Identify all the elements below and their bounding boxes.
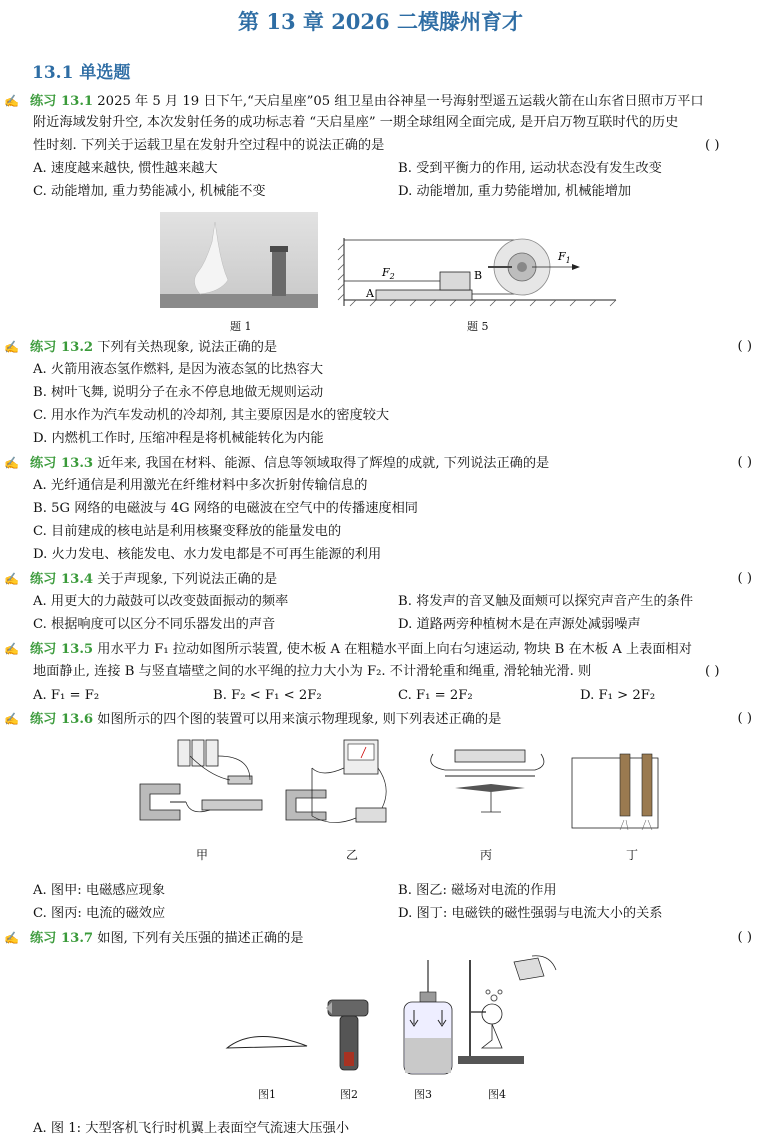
option-d: D. 图丁: 电磁铁的磁性强弱与电流大小的关系 — [398, 906, 663, 921]
option-c: C. 目前建成的核电站是利用核聚变释放的能量发电的 — [33, 524, 342, 539]
question-text: 如图所示的四个图的装置可以用来演示物理现象, 则下列表述正确的是 — [97, 712, 502, 727]
option-c: C. 动能增加, 重力势能减小, 机械能不变 — [33, 184, 266, 199]
figure-bing-oersted — [425, 746, 550, 820]
rocket-launch-photo — [160, 212, 318, 308]
figure-7-3-caption: 图3 — [414, 1088, 432, 1101]
figure-4-flask-stand — [452, 952, 562, 1072]
pencil-icon: ✍ — [4, 94, 19, 108]
question-1 — [4, 90, 752, 114]
answer-paren: ( ) — [737, 571, 752, 586]
option-a: A. 用更大的力敲鼓可以改变鼓面振动的频率 — [33, 594, 289, 609]
option-c: C. 用水作为汽车发动机的冷却剂, 其主要原因是水的密度较大 — [33, 408, 390, 423]
question-text: 下列有关热现象, 说法正确的是 — [97, 340, 278, 355]
section-title: 13.1 单选题 — [32, 63, 131, 83]
option-d: D. F₁ > 2F₂ — [580, 688, 656, 703]
board-a-label: A — [366, 287, 374, 300]
question-text: 附近海域发射升空, 本次发射任务的成功标志着 “天启星座” 一期全球组网全面完成, 是开启万物互联时代的历史 — [33, 115, 679, 130]
answer-paren: ( ) — [737, 930, 752, 945]
option-a: A. F₁ = F₂ — [33, 688, 100, 703]
force-f2-label: $F_2$ — [382, 266, 395, 281]
answer-paren: ( ) — [737, 711, 752, 726]
question-text: 用水平力 F₁ 拉动如图所示装置, 使木板 A 在粗糙水平面上向右匀速运动, 物块 B 在木板 A 上表面相对 — [97, 642, 692, 657]
option-b: B. 树叶飞舞, 说明分子在永不停息地做无规则运动 — [33, 385, 324, 400]
question-label: 练习 13.5 — [30, 642, 94, 657]
figure-7-2-caption: 图2 — [340, 1088, 358, 1101]
question-label: 练习 13.2 — [30, 340, 94, 355]
question-text: 关于声现象, 下列说法正确的是 — [97, 572, 278, 587]
option-c: C. 根据响度可以区分不同乐器发出的声音 — [33, 617, 276, 632]
option-d: D. 动能增加, 重力势能增加, 机械能增加 — [398, 184, 632, 199]
question-7 — [4, 927, 752, 951]
question-6 — [4, 708, 752, 732]
question-4 — [4, 568, 752, 592]
option-a: A. 火箭用液态氢作燃料, 是因为液态氢的比热容大 — [33, 362, 324, 377]
question-label: 练习 13.4 — [30, 572, 94, 587]
pencil-icon: ✍ — [4, 340, 19, 354]
option-d: D. 道路两旁种植树木是在声源处减弱噪声 — [398, 617, 641, 632]
figure-jia-induction — [130, 736, 270, 840]
figure-5-caption: 题 5 — [467, 320, 489, 333]
pulley-board-diagram — [336, 234, 618, 308]
question-text: 性时刻. 下列关于运载卫星在发射升空过程中的说法正确的是 — [33, 138, 385, 153]
figure-1-wing — [225, 1026, 309, 1052]
option-b: B. 图乙: 磁场对电流的作用 — [398, 883, 557, 898]
option-a: A. 光纤通信是利用激光在纤维材料中多次折射传输信息的 — [33, 478, 368, 493]
question-label: 练习 13.6 — [30, 712, 94, 727]
question-3 — [4, 452, 752, 476]
pencil-icon: ✍ — [4, 456, 19, 470]
figure-ding-caption: 丁 — [626, 848, 639, 862]
figure-yi-caption: 乙 — [346, 848, 359, 862]
option-a: A. 速度越来越快, 惯性越来越大 — [33, 161, 218, 176]
question-text: 地面静止, 连接 B 与竖直墙壁之间的水平绳的拉力大小为 F₂. 不计滑轮重和绳重, 滑轮轴光滑. 则 — [33, 664, 592, 679]
question-2 — [4, 336, 752, 360]
pencil-icon: ✍ — [4, 572, 19, 586]
pencil-icon: ✍ — [4, 642, 19, 656]
force-f1-label: $F_1$ — [558, 250, 571, 265]
figure-7-1-caption: 图1 — [258, 1088, 276, 1101]
chapter-title: 第 13 章 2026 二模滕州育才 — [238, 9, 523, 34]
figure-yi-galvanometer — [282, 738, 402, 838]
option-a: A. 图 1: 大型客机飞行时机翼上表面空气流速大压强小 — [33, 1121, 350, 1136]
question-5 — [4, 638, 752, 662]
answer-paren: ( ) — [705, 138, 720, 153]
figure-2-hammer — [326, 996, 370, 1074]
question-text: 2025 年 5 月 19 日下午,“天启星座”05 组卫星由谷神星一号海射型遥五运载火箭在山东省日照市万平口 — [97, 94, 704, 109]
option-b: B. F₂ < F₁ < 2F₂ — [213, 688, 322, 703]
question-text: 近年来, 我国在材料、能源、信息等领域取得了辉煌的成就, 下列说法正确的是 — [97, 456, 550, 471]
answer-paren: ( ) — [737, 339, 752, 354]
question-label: 练习 13.3 — [30, 456, 94, 471]
pencil-icon: ✍ — [4, 931, 19, 945]
figure-1-caption: 题 1 — [230, 320, 252, 333]
option-d: D. 火力发电、核能发电、水力发电都是不可再生能源的利用 — [33, 547, 382, 562]
block-b-label: B — [474, 269, 483, 282]
option-c: C. F₁ = 2F₂ — [398, 688, 473, 703]
option-d: D. 内燃机工作时, 压缩冲程是将机械能转化为内能 — [33, 431, 324, 446]
figure-jia-caption: 甲 — [196, 848, 209, 862]
answer-paren: ( ) — [737, 455, 752, 470]
option-a: A. 图甲: 电磁感应现象 — [33, 883, 166, 898]
figure-7-4-caption: 图4 — [488, 1088, 506, 1101]
option-b: B. 受到平衡力的作用, 运动状态没有发生改变 — [398, 161, 662, 176]
figure-ding-electromagnet — [566, 748, 666, 834]
option-b: B. 5G 网络的电磁波与 4G 网络的电磁波在空气中的传播速度相同 — [33, 501, 418, 516]
question-text: 如图, 下列有关压强的描述正确的是 — [97, 931, 304, 946]
option-c: C. 图丙: 电流的磁效应 — [33, 906, 166, 921]
answer-paren: ( ) — [705, 664, 720, 679]
question-label: 练习 13.7 — [30, 931, 94, 946]
figure-3-bottle — [398, 958, 458, 1078]
figure-bing-caption: 丙 — [480, 848, 493, 862]
pencil-icon: ✍ — [4, 712, 19, 726]
option-b: B. 将发声的音叉触及面颊可以探究声音产生的条件 — [398, 594, 694, 609]
question-label: 练习 13.1 — [30, 94, 94, 109]
